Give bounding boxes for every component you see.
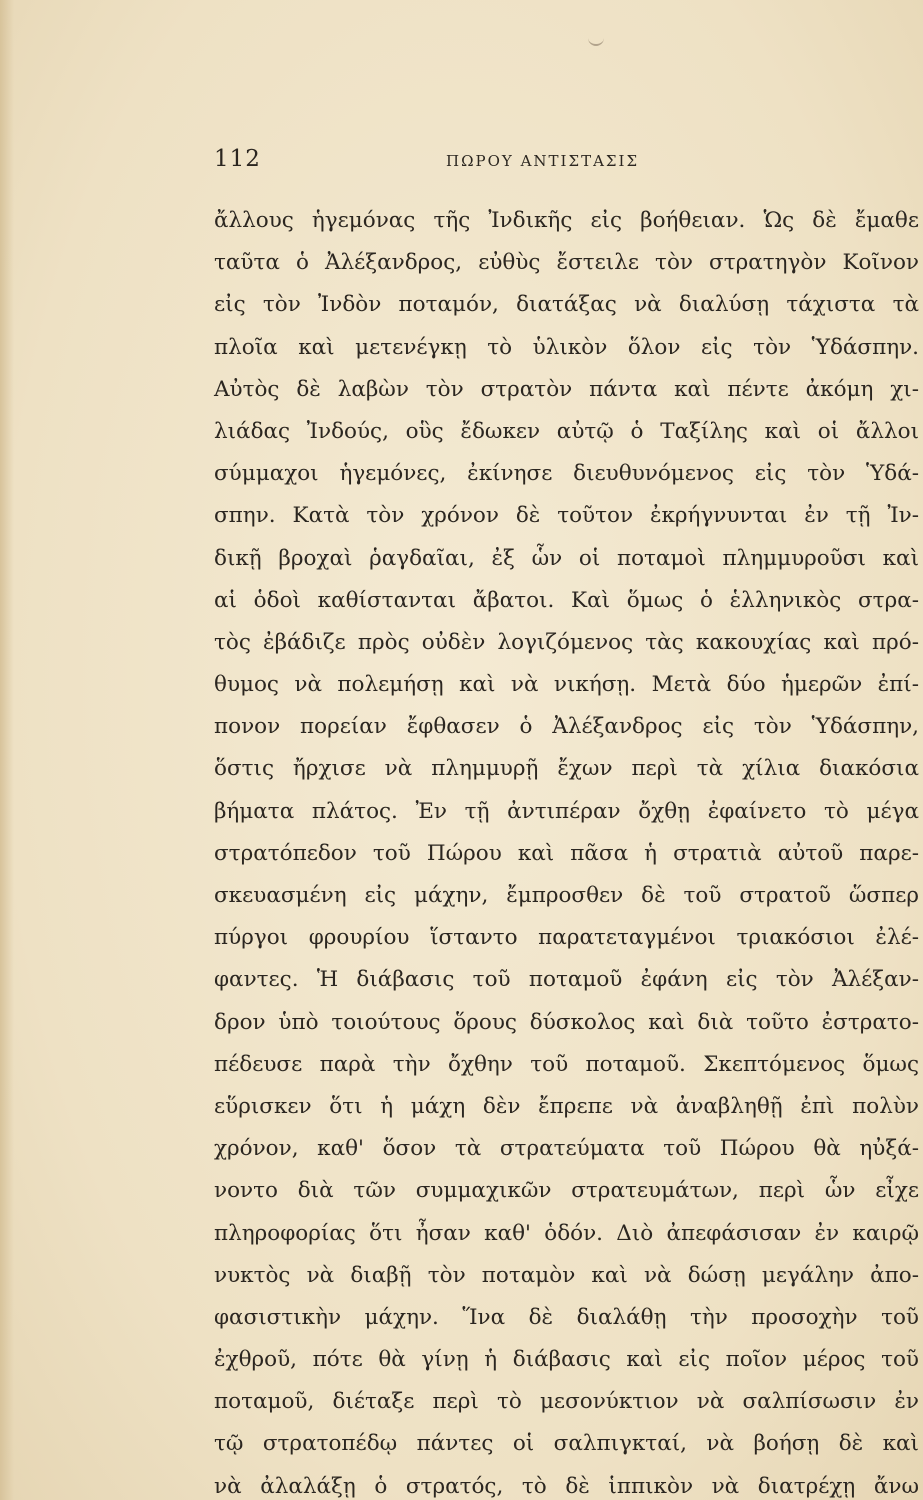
text-line: ταῦτα ὁ Ἀλέξανδρος, εὐθὺς ἔστειλε τὸν στρατηγὸν Κοῖνον: [214, 250, 919, 276]
text-line: λιάδας Ἰνδούς, οὓς ἔδωκεν αὐτῷ ὁ Ταξίλης καὶ οἱ ἄλλοι: [214, 418, 919, 444]
text-line: πλοῖα καὶ μετενέγκῃ τὸ ὑλικὸν ὅλον εἰς τὸν Ὑδάσπην.: [214, 334, 919, 360]
text-line: πύργοι φρουρίου ἵσταντο παρατεταγμένοι τριακόσιοι ἐλέ-: [214, 925, 919, 951]
text-line: πληροφορίας ὅτι ἦσαν καθ' ὁδόν. Διὸ ἀπεφάσισαν ἐν καιρῷ: [214, 1220, 919, 1246]
text-line: ἐχθροῦ, πότε θὰ γίνῃ ἡ διάβασις καὶ εἰς ποῖον μέρος τοῦ: [214, 1347, 919, 1373]
text-line: πονον πορείαν ἔφθασεν ὁ Ἀλέξανδρος εἰς τὸν Ὑδάσπην,: [214, 714, 919, 740]
text-line: θυμος νὰ πολεμήσῃ καὶ νὰ νικήσῃ. Μετὰ δύο ἡμερῶν ἐπί-: [214, 672, 919, 698]
ink-mark: [588, 30, 604, 46]
text-line: νὰ ἀλαλάξῃ ὁ στρατός, τὸ δὲ ἱππικὸν νὰ διατρέχῃ ἄνω: [214, 1473, 919, 1499]
text-line: σκευασμένη εἰς μάχην, ἔμπροσθεν δὲ τοῦ στρατοῦ ὥσπερ: [214, 883, 919, 908]
text-line: πέδευσε παρὰ τὴν ὄχθην τοῦ ποταμοῦ. Σκεπτόμενος ὅμως: [214, 1051, 919, 1077]
body-text: [214, 200, 919, 1500]
binding-shadow: [0, 0, 14, 1500]
text-line: ποταμοῦ, διέταξε περὶ τὸ μεσονύκτιον νὰ σαλπίσωσιν ἐν: [214, 1389, 919, 1415]
text-line: εἰς τὸν Ἰνδὸν ποταμόν, διατάξας νὰ διαλύσῃ τάχιστα τὰ: [214, 292, 919, 318]
text-line: σύμμαχοι ἡγεμόνες, ἐκίνησε διευθυνόμενος εἰς τὸν Ὑδά-: [214, 461, 919, 487]
text-line: χρόνον, καθ' ὅσον τὰ στρατεύματα τοῦ Πώρου θὰ ηὐξά-: [214, 1136, 919, 1162]
text-line: αἱ ὁδοὶ καθίστανται ἄβατοι. Καὶ ὅμως ὁ ἑλληνικὸς στρα-: [214, 587, 919, 613]
text-line: φασιστικὴν μάχην. Ἵνα δὲ διαλάθῃ τὴν προσοχὴν τοῦ: [214, 1304, 919, 1330]
text-line: Αὐτὸς δὲ λαβὼν τὸν στρατὸν πάντα καὶ πέντε ἀκόμη χι-: [214, 376, 919, 402]
text-line: εὕρισκεν ὅτι ἡ μάχη δὲν ἔπρεπε νὰ ἀναβληθῇ ἐπὶ πολὺν: [214, 1093, 919, 1119]
text-line: σπην. Κατὰ τὸν χρόνον δὲ τοῦτον ἐκρήγνυνται ἐν τῇ Ἰν-: [214, 503, 919, 529]
text-line: στρατόπεδον τοῦ Πώρου καὶ πᾶσα ἡ στρατιὰ αὐτοῦ παρε-: [214, 840, 919, 866]
page-number: 112: [214, 146, 261, 172]
text-line: βήματα πλάτος. Ἐν τῇ ἀντιπέραν ὄχθῃ ἐφαίνετο τὸ μέγα: [214, 798, 919, 824]
text-line: δρον ὑπὸ τοιούτους ὅρους δύσκολος καὶ διὰ τοῦτο ἐστρατο-: [214, 1009, 919, 1035]
page-header: [0, 146, 923, 182]
text-line: ἄλλους ἡγεμόνας τῆς Ἰνδικῆς εἰς βοήθειαν. Ὡς δὲ ἔμαθε: [214, 208, 919, 233]
text-line: φαντες. Ἡ διάβασις τοῦ ποταμοῦ ἐφάνη εἰς τὸν Ἀλέξαν-: [214, 967, 919, 993]
text-line: τὸς ἐβάδιζε πρὸς οὐδὲν λογιζόμενος τὰς κακουχίας καὶ πρό-: [214, 629, 919, 655]
running-title: ΠΩΡΟΥ ΑΝΤΙΣΤΑΣΙΣ: [446, 152, 640, 170]
text-line: νυκτὸς νὰ διαβῇ τὸν ποταμὸν καὶ νὰ δώσῃ μεγάλην ἀπο-: [214, 1262, 919, 1288]
text-line: τῷ στρατοπέδῳ πάντες οἱ σαλπιγκταί, νὰ βοήσῃ δὲ καὶ: [214, 1431, 919, 1457]
text-line: νοντο διὰ τῶν συμμαχικῶν στρατευμάτων, περὶ ὧν εἶχε: [214, 1178, 919, 1204]
text-line: δικῇ βροχαὶ ῥαγδαῖαι, ἐξ ὧν οἱ ποταμοὶ πλημμυροῦσι καὶ: [214, 545, 919, 571]
text-line: ὅστις ἤρχισε νὰ πλημμυρῇ ἔχων περὶ τὰ χίλια διακόσια: [214, 756, 919, 782]
